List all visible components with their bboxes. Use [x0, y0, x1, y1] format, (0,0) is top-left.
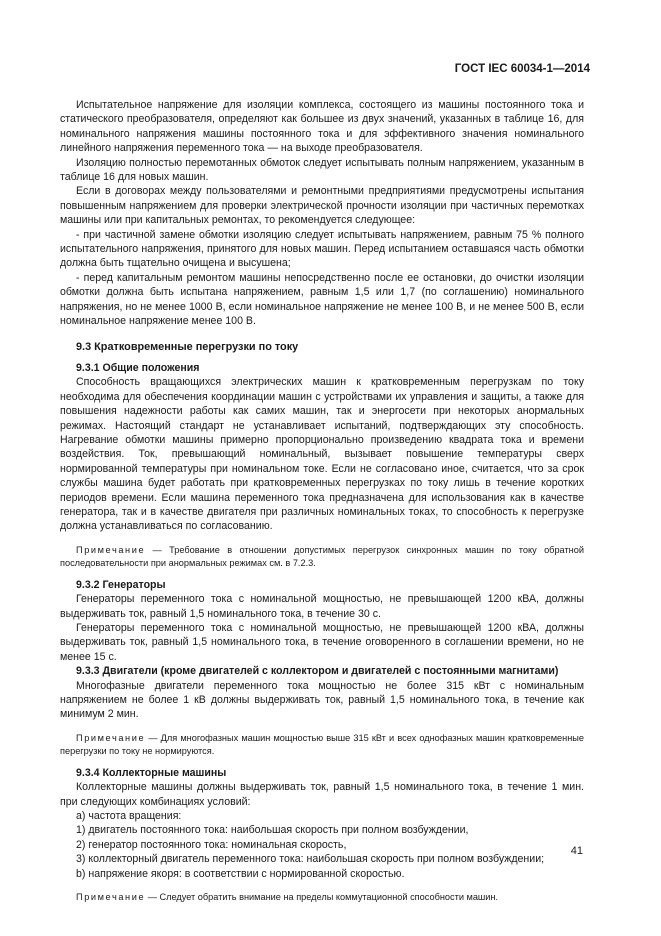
page-number: 41 [570, 845, 583, 857]
section-title-9-3-4: 9.3.4 Коллекторные машины [76, 766, 227, 779]
list-item: b) напряжение якоря: в соответствии с нормированной скоростью. [76, 867, 405, 880]
list-item: а) частота вращения: [76, 810, 182, 823]
list-item: 2) генератор постоянного тока: номинальная скорость, [76, 838, 347, 851]
note-label: Примечание [76, 544, 146, 555]
list-item: 1) двигатель постоянного тока: наибольшая скорость при полном возбуждении, [76, 824, 469, 837]
note [60, 544, 584, 570]
paragraph: Если в договорах между пользователями и ремонтными предприятиями предусмотрены испытания повышенным напряжением для проверки электрической прочности изоляции при частичных перемотках машины или при капитальных ремонтах, то рекомендуется следующее: [60, 185, 584, 227]
page-content [60, 98, 584, 904]
note-label: Примечание [76, 732, 146, 743]
paragraph: Многофазные двигатели переменного тока мощностью не более 315 кВт с номинальным напряжением не более 1 кВ должны выдерживать ток, равный 1,5 номинального тока, в течение как минимум 2 мин. [60, 679, 584, 721]
note [60, 732, 584, 758]
document-header: ГОСТ IEC 60034-1—2014 [454, 63, 590, 75]
paragraph: - перед капитальным ремонтом машины непосредственно после ее остановки, до очистки изоляции обмотки должна быть испытана напряжением, равным 1,5 или 1,7 (по соглашению) номинального напряжения, но не менее 1000 В, если номинальное напряжение не менее 100 В, и не менее 500 В, если номинальное напряжение менее 100 В. [60, 271, 584, 328]
list-item: 3) коллекторный двигатель переменного тока: наибольшая скорость при полном возбуждении; [76, 853, 545, 866]
section-title-9-3-3: 9.3.3 Двигатели (кроме двигателей с коллектором и двигателей с постоянными магнитами) [76, 665, 559, 678]
note-text: — Следует обратить внимание на пределы коммутационной способности машин. [145, 892, 499, 903]
note-text: — Для многофазных машин мощностью выше 315 кВт и всех однофазных машин кратковременные перегрузки по току не нормируются. [60, 732, 584, 756]
paragraph: Изоляцию полностью перемотанных обмоток следует испытывать полным напряжением, указанным в таблице 16 для новых машин. [60, 156, 584, 184]
section-title-9-3: 9.3 Кратковременные перегрузки по току [76, 340, 299, 353]
paragraph: Генераторы переменного тока с номинальной мощностью, не превышающей 1200 кВА, должны выдерживать ток, равный 1,5 номинального тока, в течение оговоренного в соглашении времени, но не менее 15 с. [60, 622, 584, 663]
note-text: — Требование в отношении допустимых перегрузок синхронных машин по току обратной последовательности при анормальных режимах см. в 7.2.3. [60, 544, 584, 568]
section-title-9-3-1: 9.3.1 Общие положения [76, 361, 200, 374]
note [60, 891, 584, 904]
paragraph: Генераторы переменного тока с номинальной мощностью, не превышающей 1200 кВА, должны выдерживать ток, равный 1,5 номинального тока, в течение 30 с. [60, 593, 584, 620]
paragraph: Способность вращающихся электрических машин к кратковременным перегрузкам по току необходима для обеспечения координации машин с устройствами их управления и защиты, а также для повышения надежности работы как самих машин, так и энергосети при некоторых анормальных режимах. Настоящий стандарт не устанавливает испытаний, подтверждающих эту способность. Нагревание обмотки машины примерно пропорционально произведению квадрата тока и времени воздействия. Ток, превышающий номинальный, вызывает повышение температуры сверх нормированной температуры при номинальном токе. Если не согласовано иное, считается, что за срок службы машина будет работать при кратковременных перегрузках по току лишь в течение коротких периодов времени. Если машина переменного тока предназначена для использования как в качестве генератора, так и в качестве двигателя при различных номинальных токах, то способность к перегрузке должна устанавливаться по согласованию. [60, 376, 584, 533]
paragraph: Коллекторные машины должны выдерживать ток, равный 1,5 номинального тока, в течение 1 мин. при следующих комбинациях условий: [60, 781, 584, 808]
section-title-9-3-2: 9.3.2 Генераторы [76, 578, 166, 591]
paragraph: - при частичной замене обмотки изоляцию следует испытывать напряжением, равным 75 % полного испытательного напряжения, принятого для новых машин. Перед испытанием оставшаяся часть обмотки должна быть тщательно очищена и высушена; [60, 228, 584, 270]
note-label: Примечание [76, 892, 146, 903]
paragraph: Испытательное напряжение для изоляции комплекса, состоящего из машины постоянного тока и статического преобразователя, определяют как большее из двух значений, указанных в таблице 16, для номинального напряжения машины постоянного тока и для эффективного значения номинального линейного напряжения переменного тока — на выходе преобразователя. [60, 99, 584, 155]
